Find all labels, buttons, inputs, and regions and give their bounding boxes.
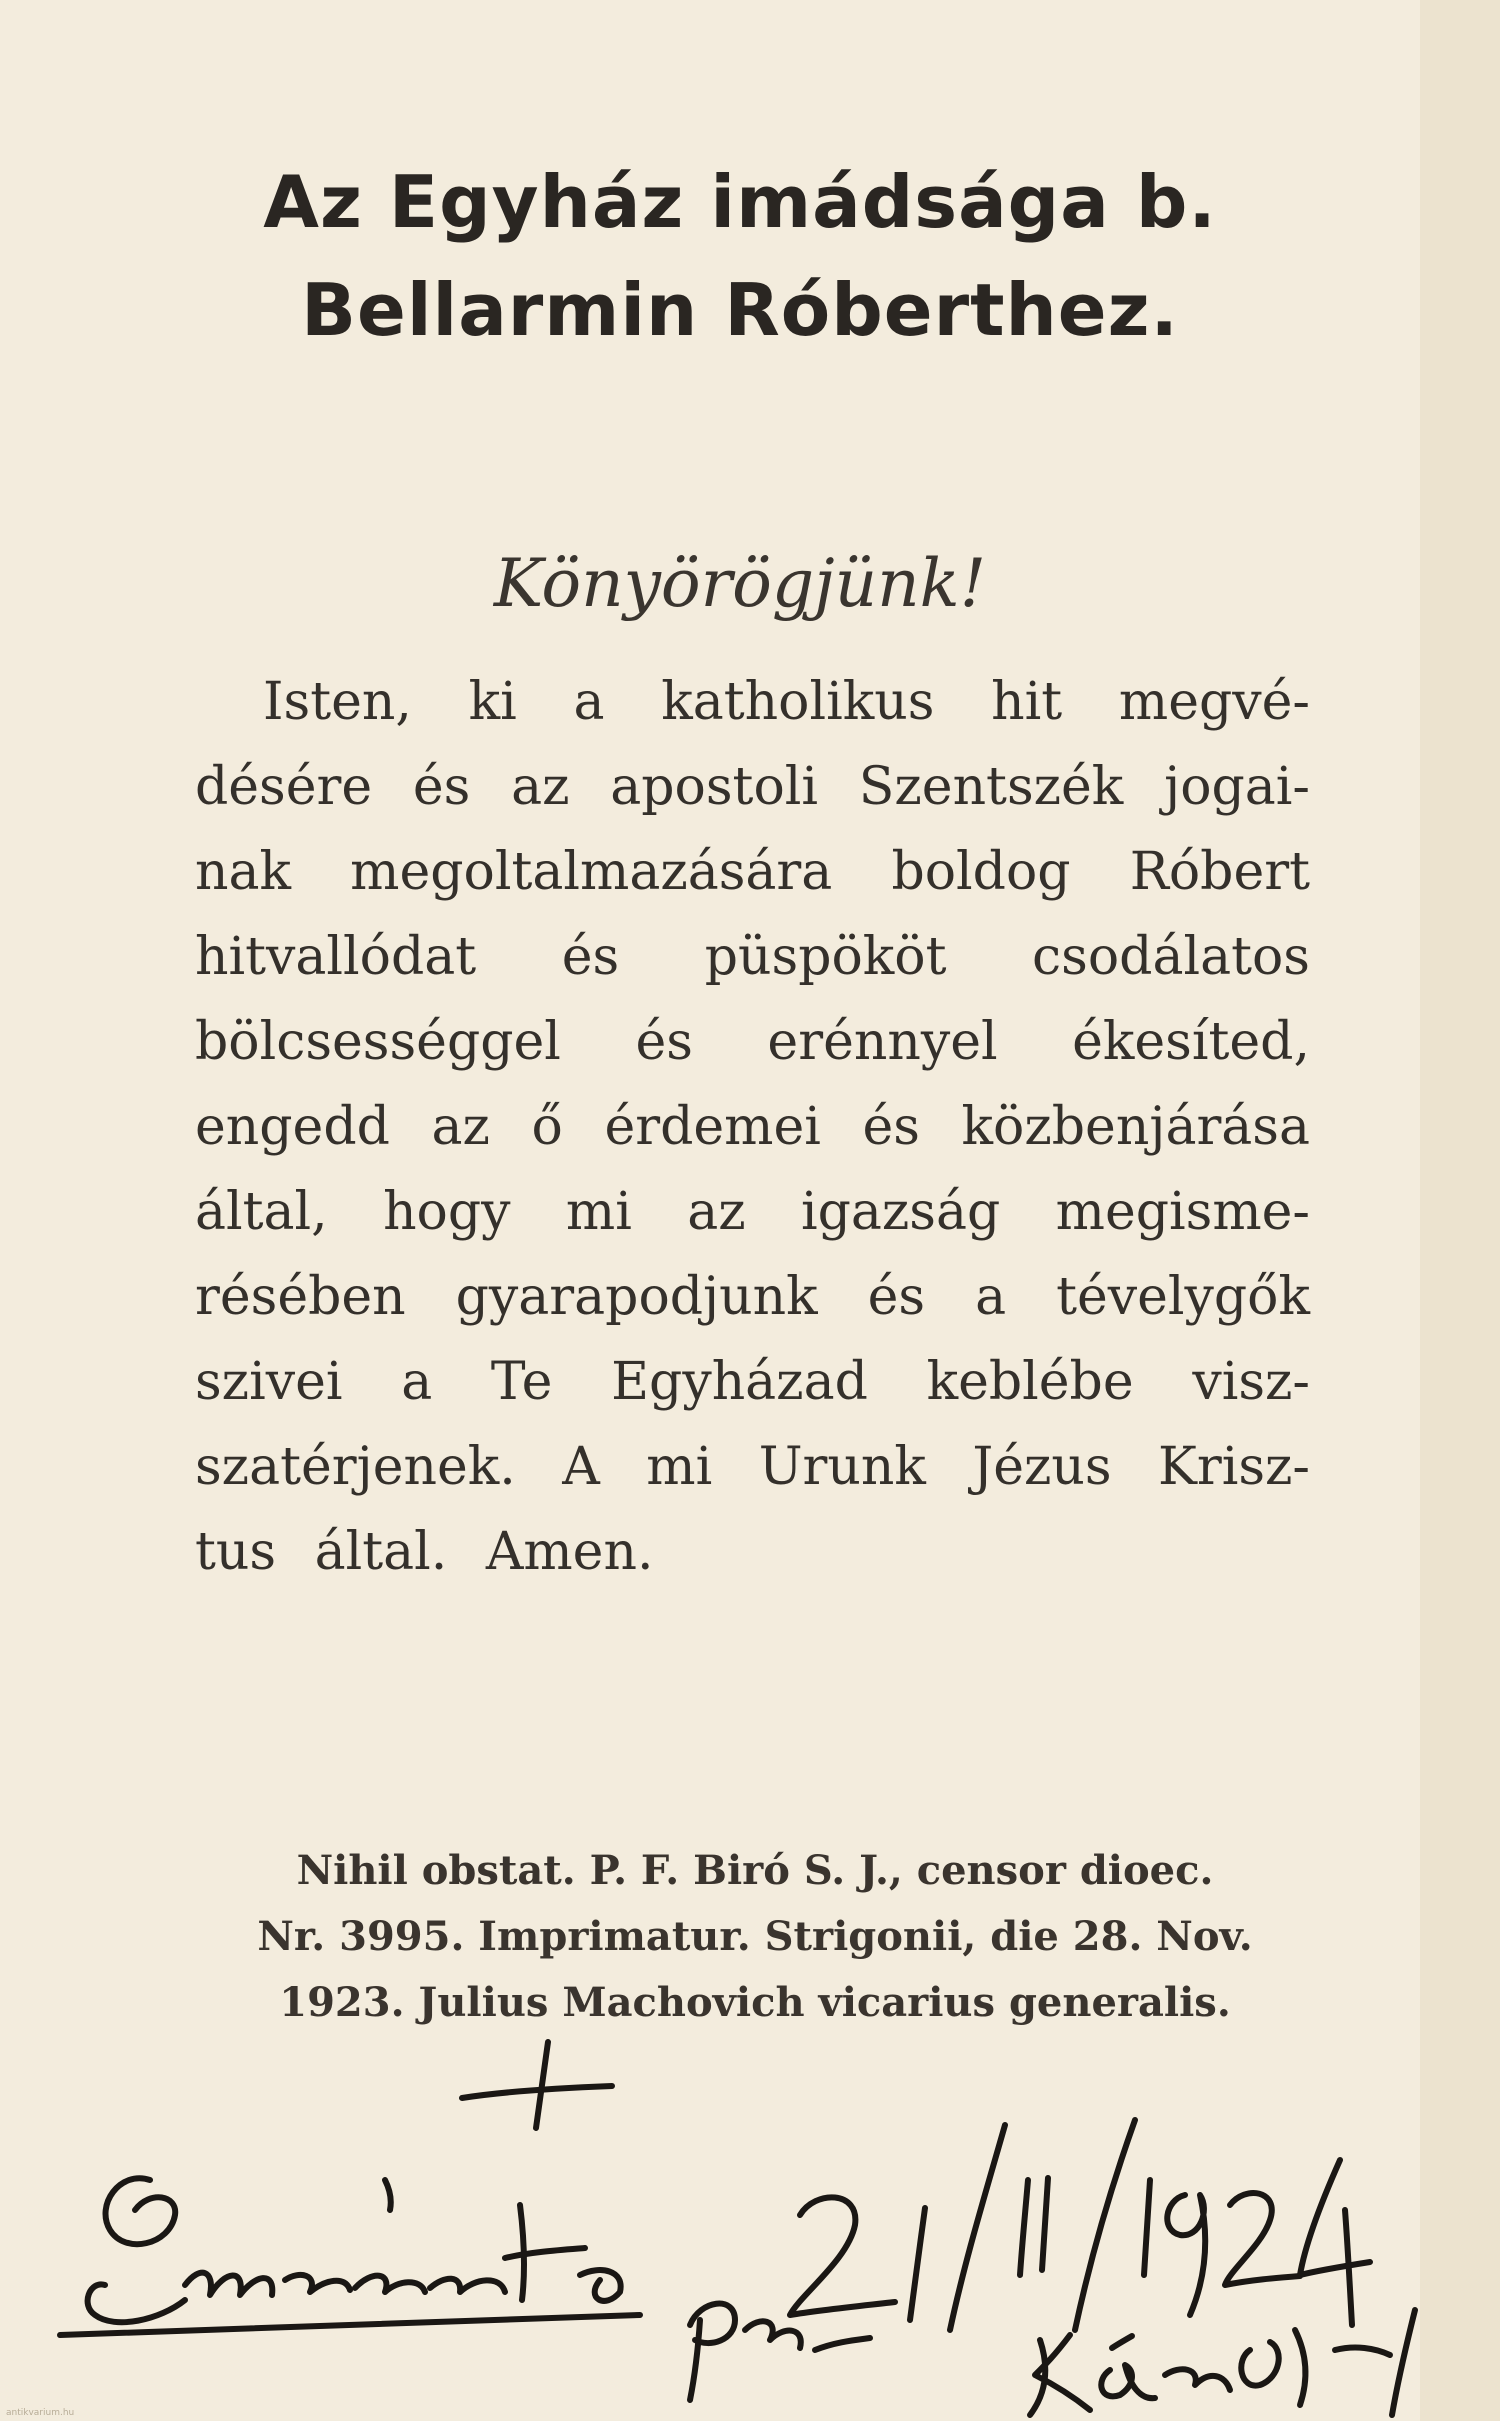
imprimatur-line-2: Nr. 3995. Imprimatur. Strigonii, die 28. Nov. (257, 1913, 1253, 1960)
prayer-line: bölcsességgel és erénnyel ékesíted, (195, 1012, 1310, 1072)
prayer-line: hitvallódat és püspököt csodálatos (195, 927, 1310, 987)
prayer-line: engedd az ő érdemei és közbenjárása (195, 1097, 1310, 1157)
handwritten-initials (690, 2304, 870, 2400)
prayer-line: szivei a Te Egyházad keblébe visz- (195, 1352, 1310, 1412)
handwritten-name (1030, 2310, 1415, 2415)
signature-word (60, 2178, 640, 2335)
imprimatur-line-3: 1923. Julius Machovich vicarius generalis. (279, 1979, 1231, 2026)
prayer-line: nak megoltalmazására boldog Róbert (195, 842, 1310, 902)
handwritten-date (790, 2120, 1370, 2330)
greeting: Könyörögjünk! (493, 545, 987, 622)
prayer-line: désére és az apostoli Szentszék jogai- (195, 757, 1310, 817)
prayer-line: tus által. Amen. (195, 1522, 654, 1582)
prayer-line: szatérjenek. A mi Urunk Jézus Krisz- (195, 1437, 1310, 1497)
prayer-text (195, 660, 1310, 1595)
title-line-1: Az Egyház imádsága b. (263, 160, 1217, 244)
card-title (150, 148, 1330, 364)
prayer-line: által, hogy mi az igazság megisme- (195, 1182, 1310, 1242)
cross-mark (462, 2042, 612, 2128)
imprimatur (225, 1838, 1285, 2036)
watermark-text: antikvarium.hu (6, 2408, 75, 2418)
prayer-line: Isten, ki a katholikus hit megvé- (263, 672, 1310, 732)
handwritten-inscription (0, 2030, 1500, 2421)
title-line-2: Bellarmin Róberthez. (301, 268, 1179, 352)
imprimatur-line-1: Nihil obstat. P. F. Biró S. J., censor dioec. (296, 1847, 1214, 1894)
prayer-line: résében gyarapodjunk és a tévelygők (195, 1267, 1310, 1327)
